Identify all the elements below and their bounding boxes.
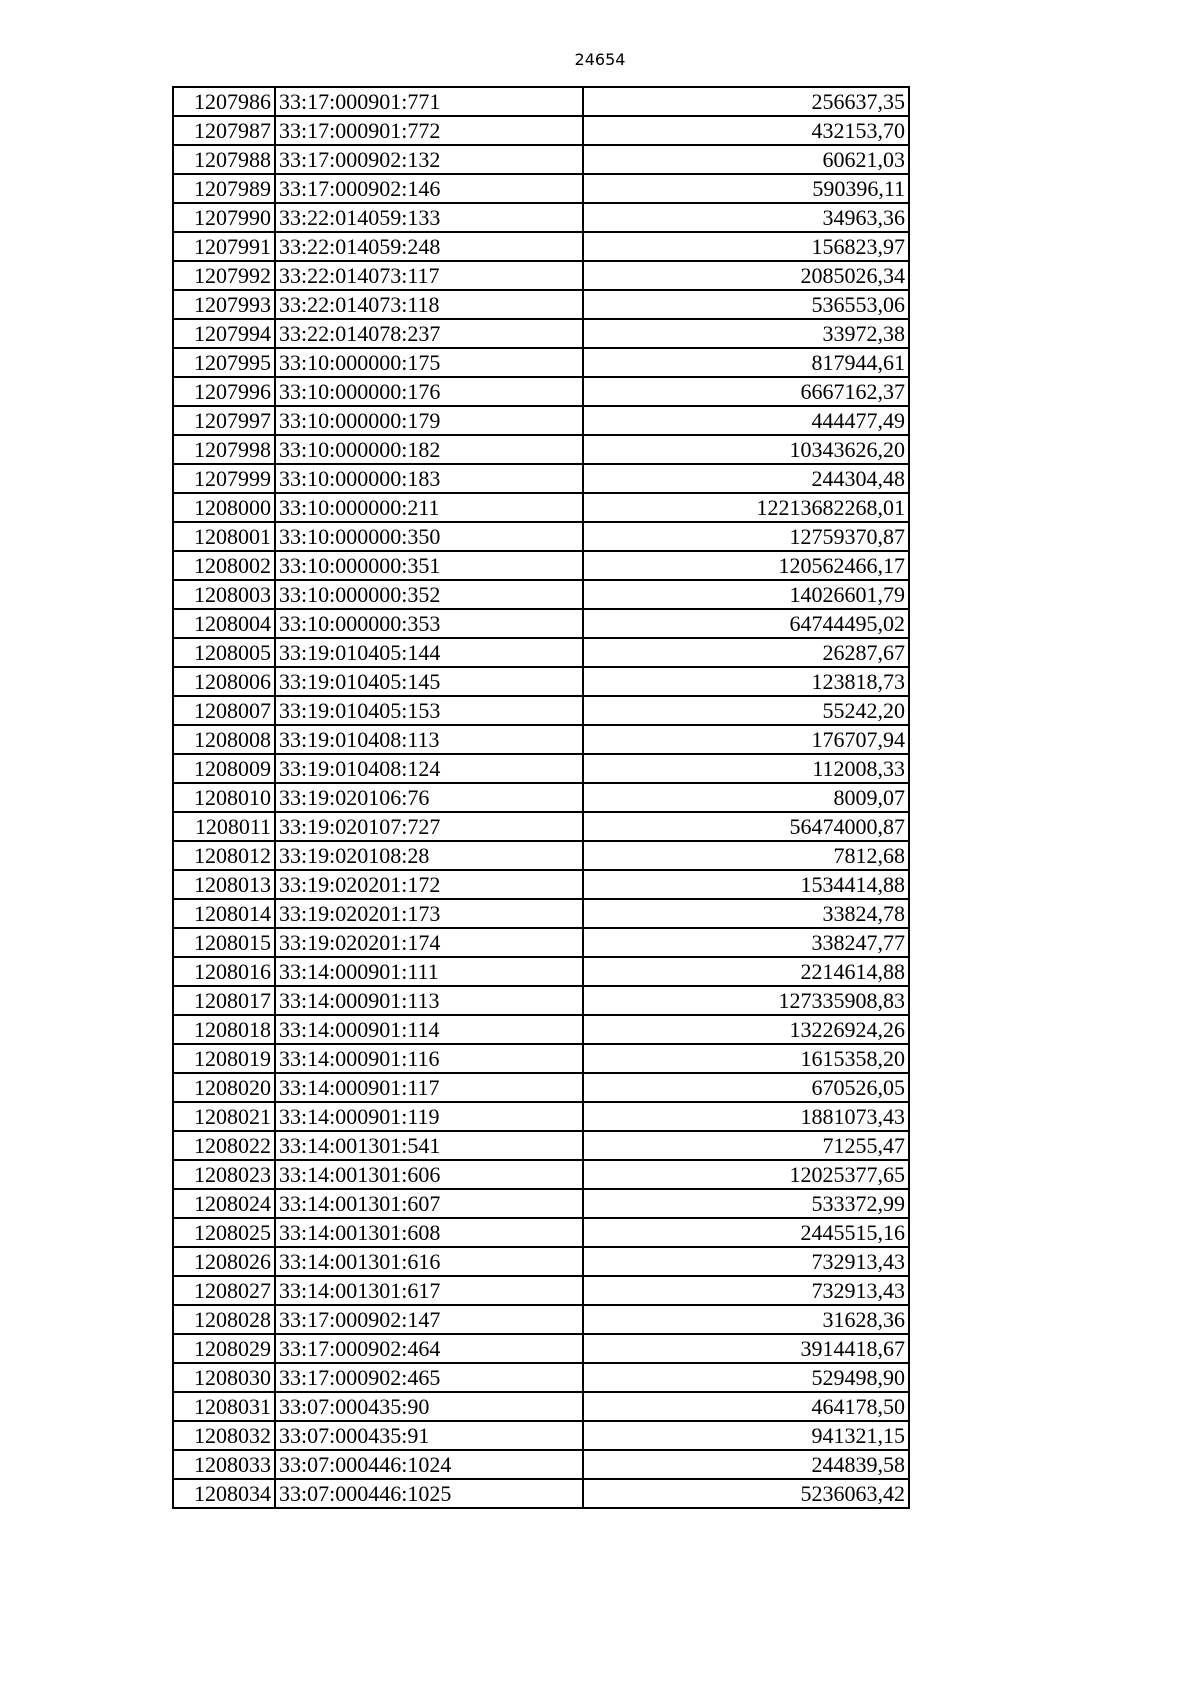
row-id-cell: 1208008 [173, 725, 275, 754]
value-cell: 33972,38 [583, 319, 909, 348]
table-row [173, 1421, 909, 1450]
value-cell: 256637,35 [583, 87, 909, 116]
table-row [173, 203, 909, 232]
row-id-cell: 1208012 [173, 841, 275, 870]
cadastral-number-cell: 33:17:000902:147 [275, 1305, 583, 1334]
table-row [173, 1073, 909, 1102]
table-row [173, 609, 909, 638]
cadastral-number-cell: 33:19:010408:124 [275, 754, 583, 783]
cadastral-number-cell: 33:14:001301:616 [275, 1247, 583, 1276]
cadastral-number-cell: 33:10:000000:352 [275, 580, 583, 609]
table-row [173, 928, 909, 957]
cadastral-number-cell: 33:07:000435:91 [275, 1421, 583, 1450]
table-row [173, 174, 909, 203]
cadastral-number-cell: 33:22:014073:117 [275, 261, 583, 290]
cadastral-number-cell: 33:19:010405:144 [275, 638, 583, 667]
value-cell: 10343626,20 [583, 435, 909, 464]
row-id-cell: 1208032 [173, 1421, 275, 1450]
table-row [173, 87, 909, 116]
value-cell: 112008,33 [583, 754, 909, 783]
table-row [173, 1450, 909, 1479]
cadastral-number-cell: 33:19:020201:172 [275, 870, 583, 899]
row-id-cell: 1208000 [173, 493, 275, 522]
table-row [173, 1015, 909, 1044]
cadastral-number-cell: 33:14:000901:117 [275, 1073, 583, 1102]
row-id-cell: 1208029 [173, 1334, 275, 1363]
table-row [173, 435, 909, 464]
row-id-cell: 1208002 [173, 551, 275, 580]
value-cell: 60621,03 [583, 145, 909, 174]
row-id-cell: 1208013 [173, 870, 275, 899]
data-table [172, 86, 910, 1509]
row-id-cell: 1207992 [173, 261, 275, 290]
cadastral-number-cell: 33:17:000901:772 [275, 116, 583, 145]
cadastral-number-cell: 33:14:001301:541 [275, 1131, 583, 1160]
cadastral-number-cell: 33:19:010405:153 [275, 696, 583, 725]
value-cell: 2445515,16 [583, 1218, 909, 1247]
row-id-cell: 1208017 [173, 986, 275, 1015]
value-cell: 338247,77 [583, 928, 909, 957]
cadastral-number-cell: 33:10:000000:183 [275, 464, 583, 493]
cadastral-number-cell: 33:19:010408:113 [275, 725, 583, 754]
row-id-cell: 1208007 [173, 696, 275, 725]
value-cell: 123818,73 [583, 667, 909, 696]
row-id-cell: 1208009 [173, 754, 275, 783]
row-id-cell: 1207998 [173, 435, 275, 464]
table-row [173, 1044, 909, 1073]
cadastral-number-cell: 33:14:000901:116 [275, 1044, 583, 1073]
cadastral-number-cell: 33:07:000446:1024 [275, 1450, 583, 1479]
cadastral-number-cell: 33:19:010405:145 [275, 667, 583, 696]
value-cell: 176707,94 [583, 725, 909, 754]
cadastral-number-cell: 33:10:000000:350 [275, 522, 583, 551]
row-id-cell: 1207989 [173, 174, 275, 203]
row-id-cell: 1208024 [173, 1189, 275, 1218]
table-row [173, 377, 909, 406]
row-id-cell: 1208020 [173, 1073, 275, 1102]
cadastral-number-cell: 33:17:000901:771 [275, 87, 583, 116]
value-cell: 31628,36 [583, 1305, 909, 1334]
table-row [173, 1131, 909, 1160]
row-id-cell: 1207993 [173, 290, 275, 319]
cadastral-number-cell: 33:22:014059:133 [275, 203, 583, 232]
cadastral-number-cell: 33:17:000902:464 [275, 1334, 583, 1363]
row-id-cell: 1207997 [173, 406, 275, 435]
table-row [173, 551, 909, 580]
value-cell: 55242,20 [583, 696, 909, 725]
value-cell: 670526,05 [583, 1073, 909, 1102]
cadastral-number-cell: 33:14:001301:607 [275, 1189, 583, 1218]
value-cell: 1534414,88 [583, 870, 909, 899]
row-id-cell: 1208034 [173, 1479, 275, 1508]
row-id-cell: 1208018 [173, 1015, 275, 1044]
cadastral-number-cell: 33:10:000000:351 [275, 551, 583, 580]
cadastral-number-cell: 33:17:000902:465 [275, 1363, 583, 1392]
value-cell: 7812,68 [583, 841, 909, 870]
value-cell: 5236063,42 [583, 1479, 909, 1508]
cadastral-number-cell: 33:10:000000:179 [275, 406, 583, 435]
value-cell: 244304,48 [583, 464, 909, 493]
value-cell: 533372,99 [583, 1189, 909, 1218]
value-cell: 2085026,34 [583, 261, 909, 290]
table-row [173, 1479, 909, 1508]
table-row [173, 1305, 909, 1334]
cadastral-number-cell: 33:10:000000:353 [275, 609, 583, 638]
table-row [173, 1334, 909, 1363]
cadastral-number-cell: 33:14:000901:113 [275, 986, 583, 1015]
table-row [173, 406, 909, 435]
table-row [173, 1276, 909, 1305]
table-row [173, 1189, 909, 1218]
value-cell: 6667162,37 [583, 377, 909, 406]
row-id-cell: 1208025 [173, 1218, 275, 1247]
value-cell: 732913,43 [583, 1247, 909, 1276]
table-row [173, 812, 909, 841]
row-id-cell: 1207994 [173, 319, 275, 348]
value-cell: 12025377,65 [583, 1160, 909, 1189]
cadastral-number-cell: 33:07:000435:90 [275, 1392, 583, 1421]
table-row [173, 957, 909, 986]
table-row [173, 696, 909, 725]
value-cell: 529498,90 [583, 1363, 909, 1392]
table-row [173, 754, 909, 783]
table-row [173, 319, 909, 348]
value-cell: 120562466,17 [583, 551, 909, 580]
value-cell: 13226924,26 [583, 1015, 909, 1044]
cadastral-number-cell: 33:19:020201:173 [275, 899, 583, 928]
table-row [173, 725, 909, 754]
cadastral-number-cell: 33:10:000000:175 [275, 348, 583, 377]
value-cell: 817944,61 [583, 348, 909, 377]
table-row [173, 783, 909, 812]
cadastral-number-cell: 33:19:020201:174 [275, 928, 583, 957]
value-cell: 26287,67 [583, 638, 909, 667]
value-cell: 941321,15 [583, 1421, 909, 1450]
value-cell: 14026601,79 [583, 580, 909, 609]
table-row [173, 522, 909, 551]
table-row [173, 1218, 909, 1247]
cadastral-number-cell: 33:07:000446:1025 [275, 1479, 583, 1508]
table-row [173, 1102, 909, 1131]
table-row [173, 841, 909, 870]
cadastral-number-cell: 33:14:001301:606 [275, 1160, 583, 1189]
row-id-cell: 1208003 [173, 580, 275, 609]
table-row [173, 493, 909, 522]
cadastral-number-cell: 33:22:014073:118 [275, 290, 583, 319]
row-id-cell: 1208023 [173, 1160, 275, 1189]
row-id-cell: 1208011 [173, 812, 275, 841]
value-cell: 1615358,20 [583, 1044, 909, 1073]
row-id-cell: 1207987 [173, 116, 275, 145]
row-id-cell: 1208028 [173, 1305, 275, 1334]
table-row [173, 899, 909, 928]
row-id-cell: 1208031 [173, 1392, 275, 1421]
row-id-cell: 1208022 [173, 1131, 275, 1160]
row-id-cell: 1208014 [173, 899, 275, 928]
cadastral-number-cell: 33:17:000902:146 [275, 174, 583, 203]
cadastral-number-cell: 33:19:020106:76 [275, 783, 583, 812]
table-row [173, 667, 909, 696]
value-cell: 64744495,02 [583, 609, 909, 638]
value-cell: 732913,43 [583, 1276, 909, 1305]
value-cell: 444477,49 [583, 406, 909, 435]
cadastral-number-cell: 33:22:014078:237 [275, 319, 583, 348]
table-row [173, 232, 909, 261]
row-id-cell: 1207988 [173, 145, 275, 174]
value-cell: 156823,97 [583, 232, 909, 261]
value-cell: 12759370,87 [583, 522, 909, 551]
cadastral-number-cell: 33:10:000000:211 [275, 493, 583, 522]
cadastral-number-cell: 33:19:020107:727 [275, 812, 583, 841]
table-row [173, 986, 909, 1015]
value-cell: 464178,50 [583, 1392, 909, 1421]
row-id-cell: 1207999 [173, 464, 275, 493]
value-cell: 590396,11 [583, 174, 909, 203]
table-row [173, 464, 909, 493]
cadastral-number-cell: 33:14:000901:119 [275, 1102, 583, 1131]
row-id-cell: 1207986 [173, 87, 275, 116]
value-cell: 56474000,87 [583, 812, 909, 841]
row-id-cell: 1208019 [173, 1044, 275, 1073]
value-cell: 33824,78 [583, 899, 909, 928]
row-id-cell: 1208004 [173, 609, 275, 638]
cadastral-number-cell: 33:19:020108:28 [275, 841, 583, 870]
table-row [173, 116, 909, 145]
row-id-cell: 1207995 [173, 348, 275, 377]
row-id-cell: 1208001 [173, 522, 275, 551]
value-cell: 34963,36 [583, 203, 909, 232]
table-row [173, 580, 909, 609]
row-id-cell: 1207996 [173, 377, 275, 406]
cadastral-number-cell: 33:10:000000:176 [275, 377, 583, 406]
table-row [173, 1392, 909, 1421]
row-id-cell: 1208010 [173, 783, 275, 812]
value-cell: 12213682268,01 [583, 493, 909, 522]
table-row [173, 348, 909, 377]
row-id-cell: 1208026 [173, 1247, 275, 1276]
row-id-cell: 1207990 [173, 203, 275, 232]
table-row [173, 261, 909, 290]
value-cell: 127335908,83 [583, 986, 909, 1015]
row-id-cell: 1208016 [173, 957, 275, 986]
cadastral-number-cell: 33:14:001301:617 [275, 1276, 583, 1305]
page-number: 24654 [574, 50, 626, 69]
row-id-cell: 1208030 [173, 1363, 275, 1392]
value-cell: 8009,07 [583, 783, 909, 812]
row-id-cell: 1208006 [173, 667, 275, 696]
value-cell: 71255,47 [583, 1131, 909, 1160]
table-row [173, 870, 909, 899]
table-row [173, 638, 909, 667]
cadastral-number-cell: 33:14:001301:608 [275, 1218, 583, 1247]
cadastral-number-cell: 33:14:000901:111 [275, 957, 583, 986]
table-body [173, 87, 909, 1508]
table-row [173, 145, 909, 174]
row-id-cell: 1208027 [173, 1276, 275, 1305]
value-cell: 2214614,88 [583, 957, 909, 986]
row-id-cell: 1208033 [173, 1450, 275, 1479]
table-row [173, 1160, 909, 1189]
cadastral-number-cell: 33:17:000902:132 [275, 145, 583, 174]
row-id-cell: 1208005 [173, 638, 275, 667]
cadastral-number-cell: 33:10:000000:182 [275, 435, 583, 464]
value-cell: 536553,06 [583, 290, 909, 319]
row-id-cell: 1208015 [173, 928, 275, 957]
value-cell: 432153,70 [583, 116, 909, 145]
table-row [173, 1247, 909, 1276]
value-cell: 244839,58 [583, 1450, 909, 1479]
value-cell: 3914418,67 [583, 1334, 909, 1363]
row-id-cell: 1207991 [173, 232, 275, 261]
table-row [173, 1363, 909, 1392]
cadastral-number-cell: 33:22:014059:248 [275, 232, 583, 261]
value-cell: 1881073,43 [583, 1102, 909, 1131]
row-id-cell: 1208021 [173, 1102, 275, 1131]
table-row [173, 290, 909, 319]
cadastral-number-cell: 33:14:000901:114 [275, 1015, 583, 1044]
